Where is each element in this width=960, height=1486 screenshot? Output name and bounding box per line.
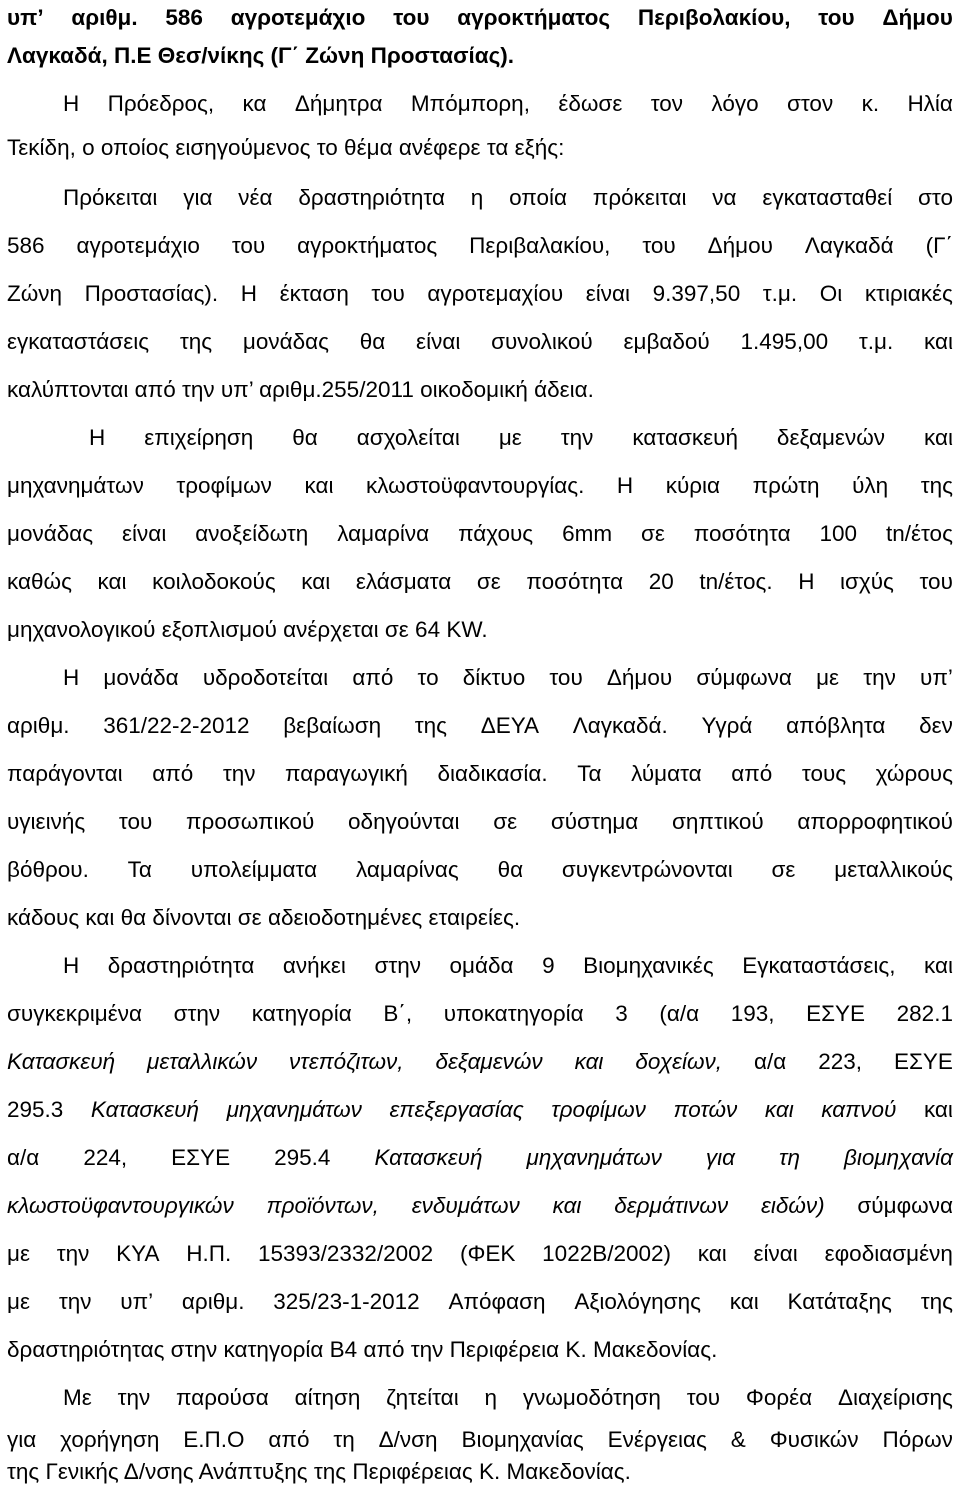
word: δίκτυο (462, 665, 526, 690)
word: Πρόεδρος, (107, 91, 215, 116)
doc-line (7, 808, 953, 836)
word: λαμαρίνας (355, 857, 459, 882)
word: υπ’ (7, 5, 44, 30)
word: καθώς (7, 569, 72, 594)
word: για (7, 1427, 37, 1452)
word: ειδών) (760, 1193, 825, 1218)
word: αριθμ. (71, 5, 138, 30)
word: σε (640, 521, 665, 546)
word: κ. (861, 91, 880, 116)
word: Προστασίας). (84, 281, 219, 306)
word: κοιλοδοκούς (152, 569, 276, 594)
word: λύματα (631, 761, 702, 786)
word: Περιβαλακίου, (469, 233, 611, 258)
word: υδροδοτείται (202, 665, 329, 690)
word: ποτών (673, 1097, 738, 1122)
word: Η (89, 425, 106, 450)
word: πάχους (458, 521, 534, 546)
word: για (705, 1145, 735, 1170)
word: απορροφητικού (797, 809, 953, 834)
word: της (920, 1289, 953, 1314)
word: από (268, 1427, 310, 1452)
word: 100 (819, 521, 858, 546)
word: 3 (615, 1001, 628, 1026)
word: ζητείται (386, 1385, 459, 1410)
word: και (924, 329, 953, 354)
word: 20 (648, 569, 674, 594)
doc-line (63, 664, 953, 692)
word: την (117, 1385, 151, 1410)
doc-line (63, 952, 953, 980)
word: και (924, 425, 953, 450)
word: την (222, 761, 256, 786)
line-text: Λαγκαδά, Π.Ε Θεσ/νίκης (Γ΄ Ζώνη Προστασίας). (7, 43, 515, 68)
word: προσωπικού (186, 809, 315, 834)
doc-line (63, 1384, 953, 1412)
word: 586 (165, 5, 203, 30)
word: του (919, 569, 953, 594)
word: ενδυμάτων (411, 1193, 520, 1218)
word: διαδικασία. (437, 761, 548, 786)
word: Με (63, 1385, 92, 1410)
word: μεταλλικούς (834, 857, 953, 882)
doc-line (63, 90, 953, 118)
word: λόγο (711, 91, 759, 116)
word: και (923, 1097, 953, 1122)
doc-line (7, 280, 953, 308)
word: Πρόκειται (63, 185, 158, 210)
word: την (863, 665, 896, 690)
word: κλωστοϋφαντουργικών (7, 1193, 234, 1218)
word: κλωστοϋφαντουργίας. (365, 473, 585, 498)
word: Υγρά (701, 713, 753, 738)
word: με (498, 425, 522, 450)
doc-line (7, 568, 953, 596)
word: της (179, 329, 213, 354)
word: θα (497, 857, 524, 882)
word: 15393/2332/2002 (258, 1241, 434, 1266)
doc-line (7, 1288, 953, 1316)
word: υποκατηγορία (443, 1001, 584, 1026)
word: εγκαταστάσεις (7, 329, 150, 354)
word: στον (786, 91, 834, 116)
word: Ηλία (907, 91, 953, 116)
word: Ε.Π.Ο (183, 1427, 245, 1452)
word: για (183, 185, 213, 210)
word: τροφίμων (551, 1097, 646, 1122)
doc-line (7, 856, 953, 884)
word: & (730, 1427, 746, 1452)
word: Τα (577, 761, 602, 786)
word: Δ/νση (378, 1427, 438, 1452)
word: μονάδας (242, 329, 329, 354)
word: ανήκει (282, 953, 346, 978)
word: Δήμου (606, 665, 673, 690)
word: Η (798, 569, 815, 594)
word: και (301, 569, 331, 594)
word: τη (779, 1145, 800, 1170)
word: (ΦΕΚ (459, 1241, 516, 1266)
word: πρόκειται (592, 185, 687, 210)
word: και (97, 569, 127, 594)
word: Αξιολόγησης (574, 1289, 701, 1314)
word: Κατασκευή (7, 1049, 116, 1074)
word: Διαχείρισης (837, 1385, 953, 1410)
word: κα (242, 91, 267, 116)
word: βόθρου. (7, 857, 89, 882)
doc-line (7, 520, 953, 548)
word: Δήμου (707, 233, 773, 258)
word: Απόφαση (448, 1289, 546, 1314)
word: δεξαμενών (776, 425, 886, 450)
word: είναι (753, 1241, 798, 1266)
word: τους (801, 761, 847, 786)
word: ντεπόζιτων, (289, 1049, 404, 1074)
doc-line (63, 184, 953, 212)
word: έδωσε (558, 91, 623, 116)
doc-line (7, 1240, 953, 1268)
word: επεξεργασίας (389, 1097, 524, 1122)
word: θα (359, 329, 386, 354)
word: 1022Β/2002) (542, 1241, 672, 1266)
word: 361/22-2-2012 (103, 713, 250, 738)
line-text: καλύπτονται από την υπ’ αριθμ.255/2011 οικοδομική άδεια. (7, 377, 594, 402)
word: η (484, 1385, 498, 1410)
word: Δήμου (882, 5, 953, 30)
word: της (414, 713, 448, 738)
word: παραγωγική (285, 761, 408, 786)
word: Πόρων (882, 1427, 953, 1452)
word: ισχύς (840, 569, 894, 594)
word: κατασκευή (632, 425, 738, 450)
word: Κατασκευή (374, 1145, 483, 1170)
word: ΕΣΥΕ (893, 1049, 953, 1074)
word: μηχανημάτων (7, 473, 144, 498)
word: μηχανημάτων (526, 1145, 662, 1170)
word: Φυσικών (769, 1427, 859, 1452)
word: υπ’ (920, 665, 953, 690)
doc-line (7, 4, 953, 32)
word: του (818, 5, 855, 30)
word: αγροτεμαχίου (427, 281, 564, 306)
doc-line (7, 760, 953, 788)
word: ποσότητα (526, 569, 624, 594)
doc-line (7, 1426, 953, 1454)
word: δραστηριότητα (107, 953, 255, 978)
word: δερμάτινων (614, 1193, 729, 1218)
word: ΕΣΥΕ (806, 1001, 866, 1026)
word: Η (63, 665, 80, 690)
line-text: δραστηριότητας στην κατηγορία Β4 από την Περιφέρεια Κ. Μακεδονίας. (7, 1337, 718, 1362)
word: Βιομηχανίας (461, 1427, 584, 1452)
word: και (304, 473, 334, 498)
word: Εγκαταστάσεις, (742, 953, 896, 978)
word: Κατάταξης (787, 1289, 892, 1314)
word: της (920, 473, 953, 498)
word: και (697, 1241, 727, 1266)
word: ύλη (852, 473, 889, 498)
word: πρώτη (752, 473, 820, 498)
word: Β΄, (383, 1001, 413, 1026)
word: και (924, 953, 953, 978)
word: και (764, 1097, 794, 1122)
word: από (152, 761, 194, 786)
word: tn/έτος. (699, 569, 773, 594)
line-text: της Γενικής Δ/νσης Ανάπτυξης της Περιφέρειας Κ. Μακεδονίας. (7, 1459, 631, 1484)
word: ελάσματα (355, 569, 452, 594)
word: δοχείων, (635, 1049, 722, 1074)
doc-line (7, 904, 953, 932)
word: έκταση (279, 281, 349, 306)
word: Ενέργειας (607, 1427, 707, 1452)
word: σε (771, 857, 796, 882)
word: Ζώνη (7, 281, 63, 306)
word: (Γ΄ (925, 233, 953, 258)
word: μεταλλικών (147, 1049, 258, 1074)
word: κτιριακές (864, 281, 953, 306)
doc-line (7, 134, 953, 162)
word: του (118, 809, 153, 834)
line-text: Τεκίδη, ο οποίος εισηγούμενος το θέμα ανέφερε τα εξής: (7, 135, 565, 160)
word: 9 (542, 953, 555, 978)
word: η (470, 185, 484, 210)
word: Φορέα (745, 1385, 813, 1410)
word: καπνού (821, 1097, 897, 1122)
word: από (352, 665, 394, 690)
word: 223, (818, 1049, 862, 1074)
word: σηπτικού (672, 809, 764, 834)
word: νέα (238, 185, 273, 210)
word: αριθμ. (7, 713, 70, 738)
word: τροφίμων (176, 473, 272, 498)
word: προϊόντων, (266, 1193, 379, 1218)
word: σε (493, 809, 518, 834)
line-text: κάδους και θα δίνονται σε αδειοδοτημένες εταιρείες. (7, 905, 521, 930)
word: ΕΣΥΕ (171, 1145, 231, 1170)
word: με (7, 1241, 30, 1266)
word: εμβαδού (623, 329, 710, 354)
word: ποσότητα (693, 521, 791, 546)
word: ανοξείδωτη (195, 521, 309, 546)
word: 193, (730, 1001, 775, 1026)
word: α/α (7, 1145, 40, 1170)
word: είναι (122, 521, 167, 546)
word: χώρους (875, 761, 953, 786)
word: γνωμοδότηση (522, 1385, 661, 1410)
word: την (58, 1289, 92, 1314)
word: συνολικού (491, 329, 593, 354)
word: και (552, 1193, 582, 1218)
doc-line (7, 42, 953, 70)
word: του (686, 1385, 721, 1410)
line-text: μηχανολογικού εξοπλισμού ανέρχεται σε 64 KW. (7, 617, 488, 642)
word: παρούσα (176, 1385, 269, 1410)
word: τ.μ. (762, 281, 798, 306)
word: δεξαμενών (435, 1049, 543, 1074)
word: Μπόμπορη, (410, 91, 530, 116)
word: του (642, 233, 676, 258)
word: Λαγκαδά. (572, 713, 668, 738)
word: tn/έτος (885, 521, 953, 546)
word: Τα (127, 857, 152, 882)
word: και (729, 1289, 759, 1314)
doc-line (7, 1336, 953, 1364)
word: την (56, 1241, 90, 1266)
word: δραστηριότητα (298, 185, 445, 210)
word: Η (616, 473, 634, 498)
word: Η (63, 91, 80, 116)
word: Περιβολακίου, (637, 5, 791, 30)
doc-line (7, 328, 953, 356)
word: Η (240, 281, 257, 306)
word: με (7, 1289, 30, 1314)
word: χορήγηση (60, 1427, 160, 1452)
word: ΚΥΑ (116, 1241, 160, 1266)
word: 9.397,50 (652, 281, 741, 306)
word: συγκεκριμένα (7, 1001, 143, 1026)
word: κατηγορία (251, 1001, 352, 1026)
word: από (731, 761, 773, 786)
word: του (549, 665, 583, 690)
doc-line (7, 1000, 953, 1028)
doc-line (7, 616, 953, 644)
word: υγιεινής (7, 809, 86, 834)
word: μονάδας (7, 521, 94, 546)
word: τον (650, 91, 684, 116)
word: να (712, 185, 737, 210)
word: σύμφωνα (696, 665, 792, 690)
word: τη (333, 1427, 355, 1452)
word: α/α (753, 1049, 787, 1074)
word: επιχείρηση (144, 425, 254, 450)
word: αγροκτήματος (297, 233, 438, 258)
doc-line (7, 232, 953, 260)
word: λαμαρίνα (337, 521, 430, 546)
doc-line (7, 1144, 953, 1172)
word: (α/α (659, 1001, 700, 1026)
word: σύστημα (550, 809, 639, 834)
word: 586 (7, 233, 45, 258)
word: υπ’ (120, 1289, 154, 1314)
word: συγκεντρώνονται (561, 857, 733, 882)
word: εγκατασταθεί (762, 185, 893, 210)
word: αίτηση (294, 1385, 361, 1410)
word: αριθμ. (181, 1289, 245, 1314)
word: Λαγκαδά (804, 233, 894, 258)
word: μηχανημάτων (226, 1097, 362, 1122)
word: τ.μ. (858, 329, 894, 354)
word: δεν (919, 713, 953, 738)
word: Δήμητρα (294, 91, 383, 116)
word: την (560, 425, 594, 450)
word: βεβαίωση (283, 713, 382, 738)
word: 295.4 (274, 1145, 331, 1170)
word: είναι (585, 281, 631, 306)
word: θα (292, 425, 318, 450)
word: 282.1 (896, 1001, 953, 1026)
word: με (816, 665, 840, 690)
word: οποία (509, 185, 567, 210)
doc-line (89, 424, 953, 452)
word: σε (476, 569, 501, 594)
word: Η.Π. (186, 1241, 232, 1266)
word: Η (63, 953, 80, 978)
word: ομάδα (449, 953, 514, 978)
word: Οι (819, 281, 843, 306)
word: παράγονται (7, 761, 123, 786)
word: οδηγούνται (348, 809, 460, 834)
word: αγροτεμάχιο (230, 5, 366, 30)
doc-line (7, 1048, 953, 1076)
word: κύρια (665, 473, 721, 498)
word: αγροτεμάχιο (76, 233, 200, 258)
word: Κατασκευή (90, 1097, 199, 1122)
word: ΔΕΥΑ (480, 713, 540, 738)
word: στο (918, 185, 953, 210)
doc-line (7, 1458, 953, 1486)
doc-line (7, 1096, 953, 1124)
word: εφοδιασμένη (824, 1241, 953, 1266)
word: 1.495,00 (740, 329, 829, 354)
word: υπολείμματα (190, 857, 318, 882)
word: βιομηχανία (843, 1145, 953, 1170)
word: 224, (83, 1145, 128, 1170)
word: σύμφωνα (857, 1193, 953, 1218)
doc-line (7, 1192, 953, 1220)
word: απόβλητα (786, 713, 886, 738)
word: είναι (416, 329, 461, 354)
word: και (574, 1049, 604, 1074)
doc-line (7, 712, 953, 740)
word: του (393, 5, 430, 30)
word: το (417, 665, 439, 690)
word: 325/23-1-2012 (273, 1289, 420, 1314)
word: του (371, 281, 405, 306)
word: αγροκτήματος (457, 5, 611, 30)
word: ασχολείται (356, 425, 460, 450)
word: Βιομηχανικές (583, 953, 714, 978)
word: μονάδα (103, 665, 179, 690)
word: στην (173, 1001, 221, 1026)
doc-line (7, 376, 953, 404)
word: στην (374, 953, 421, 978)
word: του (231, 233, 266, 258)
word: 295.3 (7, 1097, 64, 1122)
doc-line (7, 472, 953, 500)
word: 6mm (562, 521, 613, 546)
